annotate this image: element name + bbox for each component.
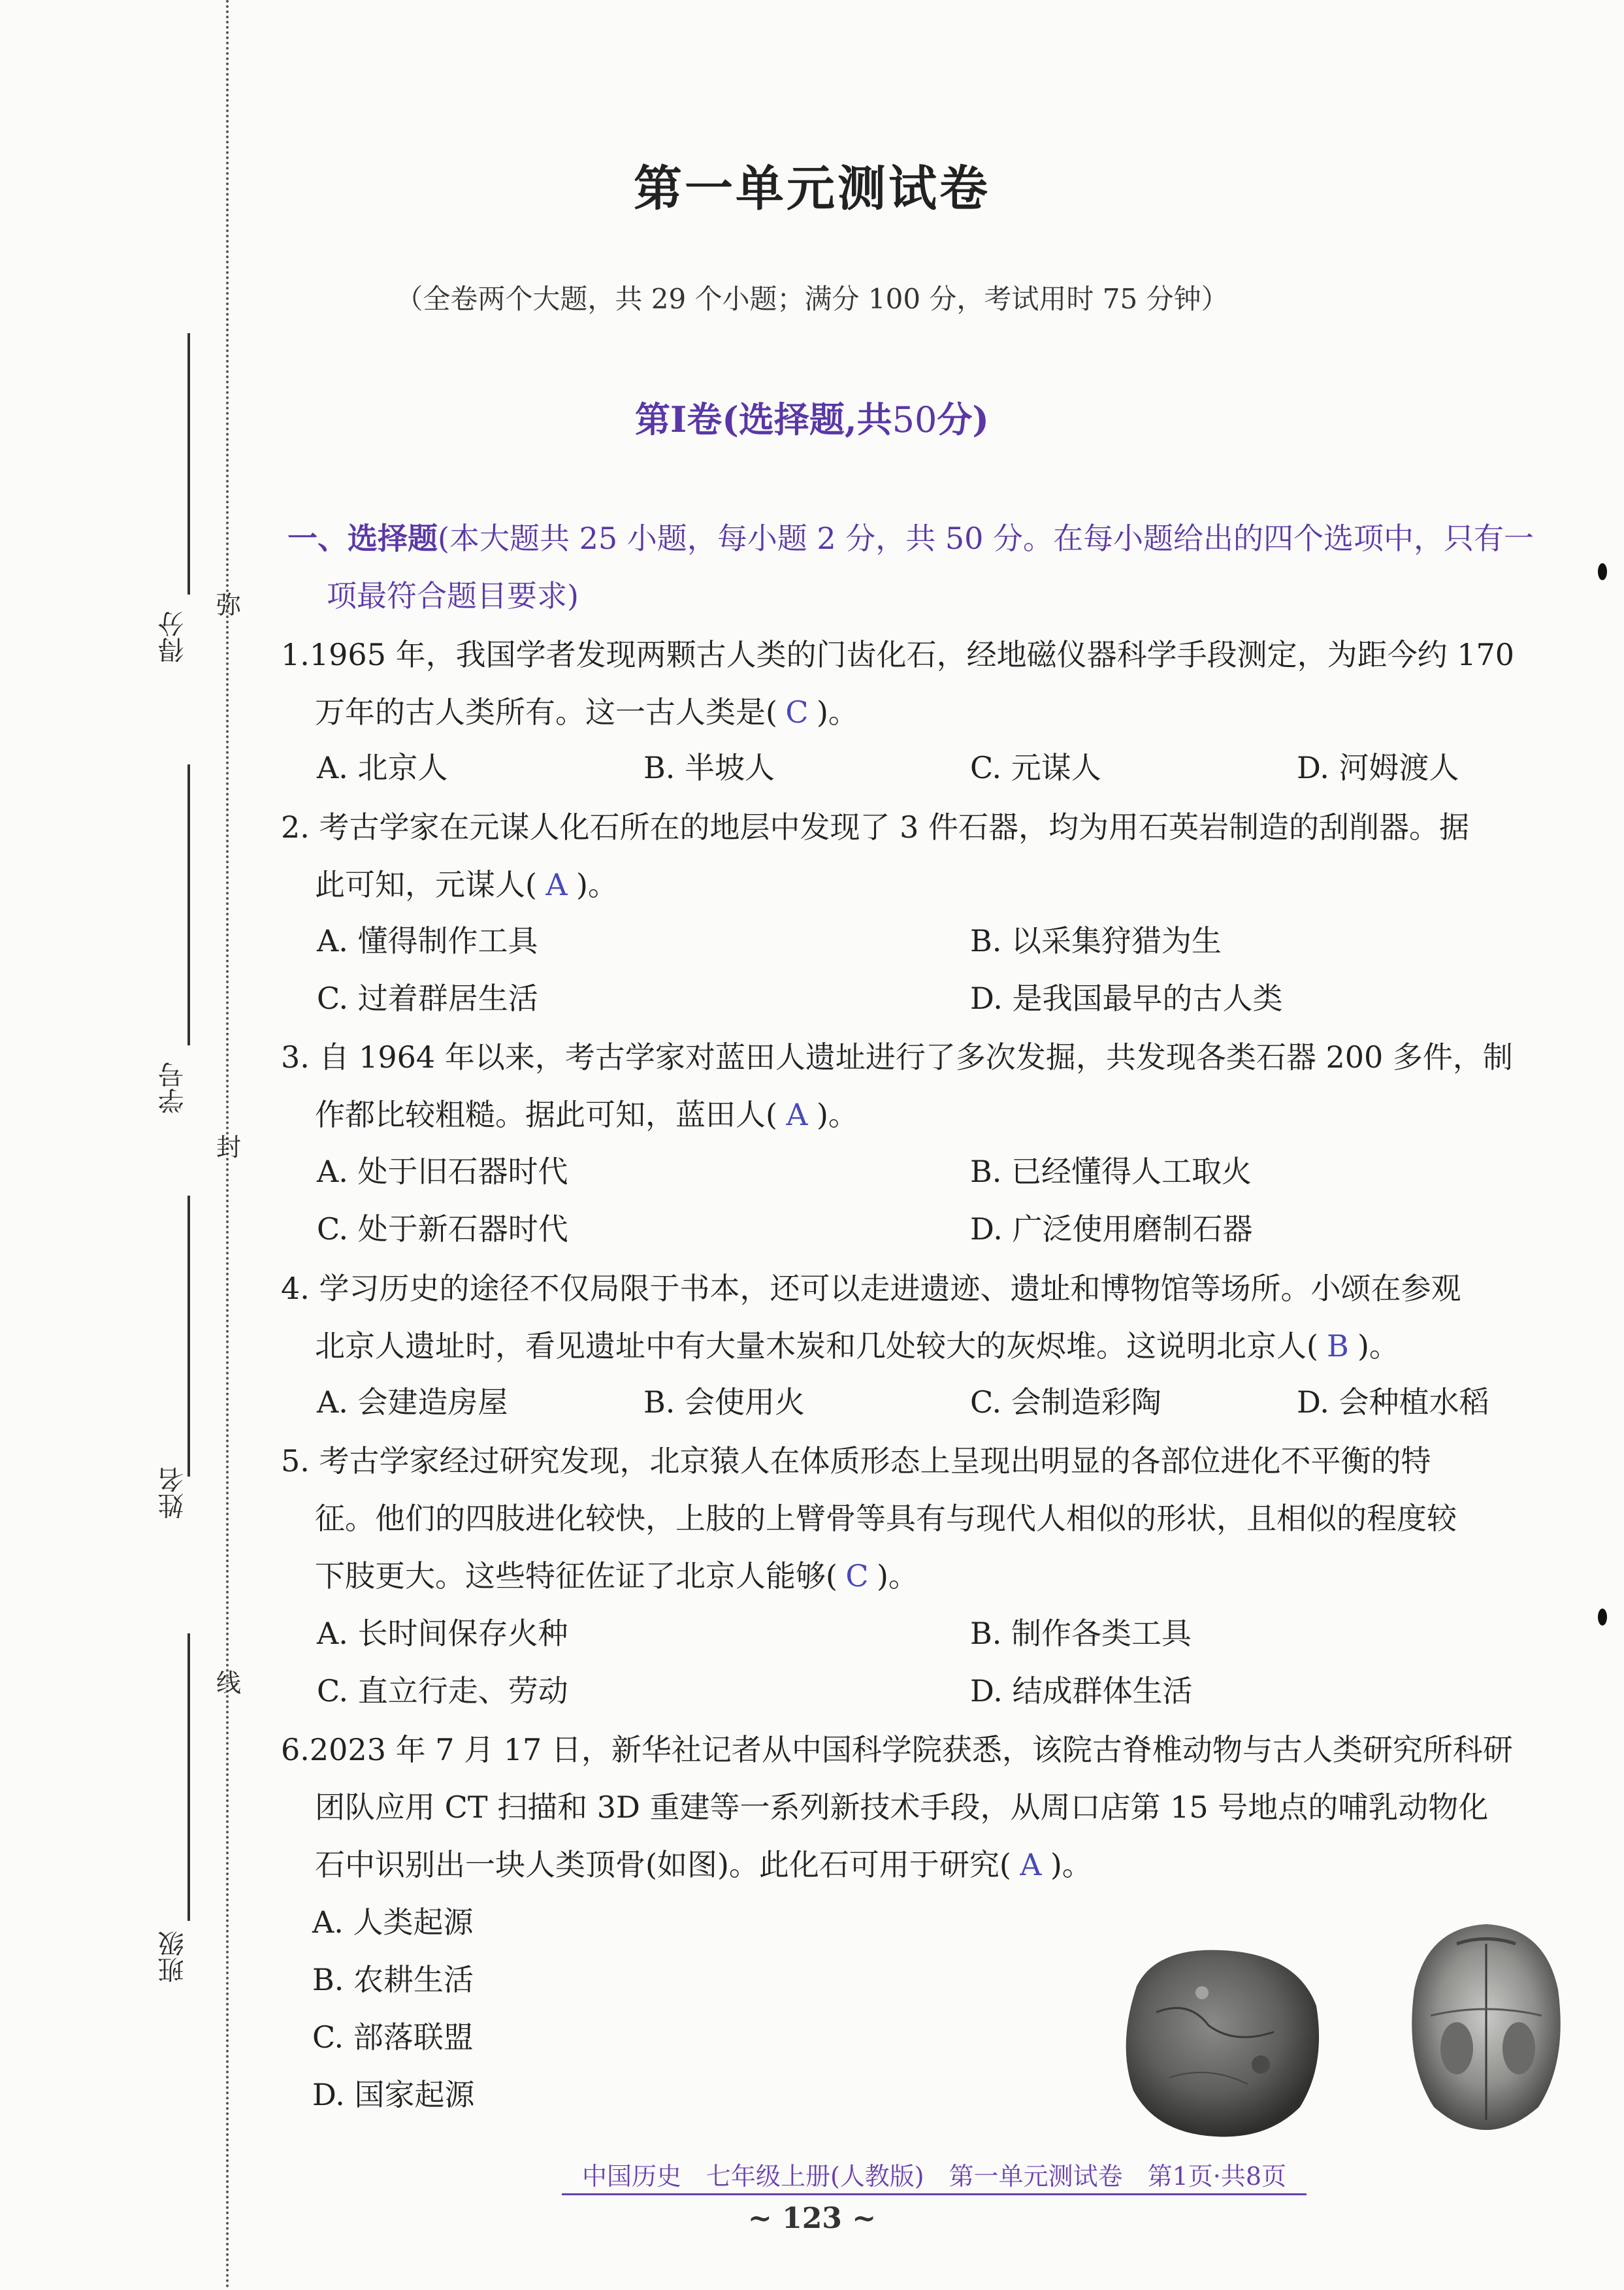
q2-option-b: B. 以采集狩猎为生 — [970, 923, 1222, 958]
part-heading — [0, 392, 1624, 442]
class-label: 班级 — [158, 1931, 188, 1983]
question-1-line1: 1.1965 年，我国学者发现两颗古人类的门齿化石，经地磁仪器科学手段测定，为距今约 170 — [281, 637, 1514, 672]
name-blank-line — [187, 1196, 190, 1477]
question-6-line1: 6.2023 年 7 月 17 日，新华社记者从中国科学院获悉，该院古脊椎动物与古人类研究所科研 — [281, 1732, 1513, 1767]
q6-option-b: B. 农耕生活 — [312, 1962, 474, 1997]
question-2-line1: 2. 考古学家在元谋人化石所在的地层中发现了 3 件石器，均为用石英岩制造的刮削器。据 — [281, 810, 1470, 845]
name-label: 姓名 — [158, 1467, 188, 1519]
question-1 — [281, 626, 1561, 741]
question-6-answer: A — [1020, 1847, 1042, 1882]
q5-option-d: D. 结成群体生活 — [970, 1673, 1193, 1709]
q3-option-a: A. 处于旧石器时代 — [317, 1154, 568, 1189]
page-title: 第一单元测试卷 — [634, 161, 990, 217]
question-6-line3: 石中识别出一块人类顶骨(如图)。此化石可用于研究( A )。 — [281, 1836, 1561, 1893]
q3-option-b: B. 已经懂得人工取火 — [970, 1154, 1252, 1189]
question-4-line2: 北京人遗址时，看见遗址中有大量木炭和几处较大的灰烬堆。这说明北京人( B )。 — [281, 1317, 1561, 1375]
q1-option-a: A. 北京人 — [317, 750, 448, 785]
score-label: 得分 — [158, 611, 188, 663]
question-2-answer: A — [545, 867, 568, 902]
parietal-bone-image-ct — [1405, 1918, 1568, 2133]
q4-option-b: B. 会使用火 — [643, 1384, 805, 1420]
student-id-blank-line — [187, 764, 190, 1045]
section-desc-line2: 项最符合题目要求) — [327, 578, 579, 613]
q5-option-a: A. 长时间保存火种 — [317, 1616, 568, 1651]
q1-option-d: D. 河姆渡人 — [1297, 750, 1459, 785]
binder-hole-mark — [1598, 563, 1607, 580]
binder-hole-mark — [1598, 1609, 1607, 1626]
q6-option-c: C. 部落联盟 — [312, 2020, 474, 2055]
question-1-answer: C — [785, 695, 809, 730]
q5-option-c: C. 直立行走、劳动 — [317, 1673, 568, 1709]
q5-option-b: B. 制作各类工具 — [970, 1616, 1192, 1651]
q3-option-d: D. 广泛使用磨制石器 — [970, 1211, 1253, 1247]
question-3-line1: 3. 自 1964 年以来，考古学家对蓝田人遗址进行了多次发掘，共发现各类石器 200 多件，制 — [281, 1039, 1513, 1075]
q3-option-c: C. 处于新石器时代 — [317, 1211, 568, 1247]
q1-option-c: C. 元谋人 — [970, 750, 1101, 785]
question-5-line1: 5. 考古学家经过研究发现，北京猿人在体质形态上呈现出明显的各部位进化不平衡的特 — [281, 1443, 1431, 1479]
question-4 — [281, 1260, 1561, 1375]
question-5-line2: 征。他们的四肢进化较快，上肢的上臂骨等具有与现代人相似的形状，且相似的程度较 — [315, 1501, 1457, 1536]
seal-char-feng: 封 — [216, 1133, 241, 1162]
question-4-answer: B — [1327, 1328, 1349, 1364]
q2-option-a: A. 懂得制作工具 — [317, 923, 538, 958]
question-3-line2: 作都比较粗糙。据此可知，蓝田人( A )。 — [281, 1086, 1561, 1143]
class-blank-line — [187, 1633, 190, 1921]
question-1-line2: 万年的古人类所有。这一古人类是( C )。 — [281, 683, 1561, 741]
section-desc-line1: (本大题共 25 小题，每小题 2 分，共 50 分。在每小题给出的四个选项中，只有一 — [438, 521, 1535, 556]
question-2 — [281, 798, 1561, 913]
q2-option-d: D. 是我国最早的古人类 — [970, 981, 1283, 1016]
question-6-line2: 团队应用 CT 扫描和 3D 重建等一系列新技术手段，从周口店第 15 号地点的哺乳动物化 — [315, 1790, 1489, 1825]
q2-option-c: C. 过着群居生活 — [317, 981, 538, 1016]
q4-option-d: D. 会种植水稻 — [1297, 1384, 1489, 1420]
question-6 — [281, 1721, 1561, 1893]
question-5-line3: 下肢更大。这些特征佐证了北京人能够( C )。 — [281, 1547, 1561, 1605]
seal-char-xian: 线 — [216, 1669, 241, 1697]
q6-option-a: A. 人类起源 — [312, 1905, 474, 1940]
q4-option-a: A. 会建造房屋 — [317, 1384, 508, 1420]
q1-option-b: B. 半坡人 — [643, 750, 775, 785]
part-suffix: 分) — [937, 399, 989, 440]
q4-option-c: C. 会制造彩陶 — [970, 1384, 1161, 1420]
question-3-answer: A — [786, 1097, 808, 1132]
section-title: 一、选择题 — [287, 521, 438, 556]
page-footer: 中国历史 七年级上册(人教版) 第一单元测试卷 第1页·共8页 — [562, 2156, 1307, 2195]
q6-option-d: D. 国家起源 — [312, 2077, 475, 2112]
page-number: ~ 123 ~ — [747, 2202, 877, 2235]
part-score: 50 — [892, 399, 937, 440]
parietal-bone-image-flat — [1111, 1934, 1333, 2150]
seal-char-mi: 弥 — [216, 591, 241, 619]
question-4-line1: 4. 学习历史的途径不仅局限于书本，还可以走进遗迹、遗址和博物馆等场所。小颂在参观 — [281, 1271, 1461, 1306]
question-3 — [281, 1028, 1561, 1143]
section-heading — [287, 510, 1568, 567]
question-2-line2: 此可知，元谋人( A )。 — [281, 856, 1561, 913]
exam-info: （全卷两个大题，共 29 个小题；满分 100 分，考试用时 75 分钟） — [395, 283, 1229, 315]
question-5-answer: C — [845, 1558, 869, 1594]
question-5 — [281, 1432, 1561, 1605]
student-id-label: 学号 — [158, 1062, 188, 1114]
score-blank-line — [187, 333, 190, 595]
part-prefix: 第Ⅰ卷(选择题,共 — [635, 399, 892, 440]
